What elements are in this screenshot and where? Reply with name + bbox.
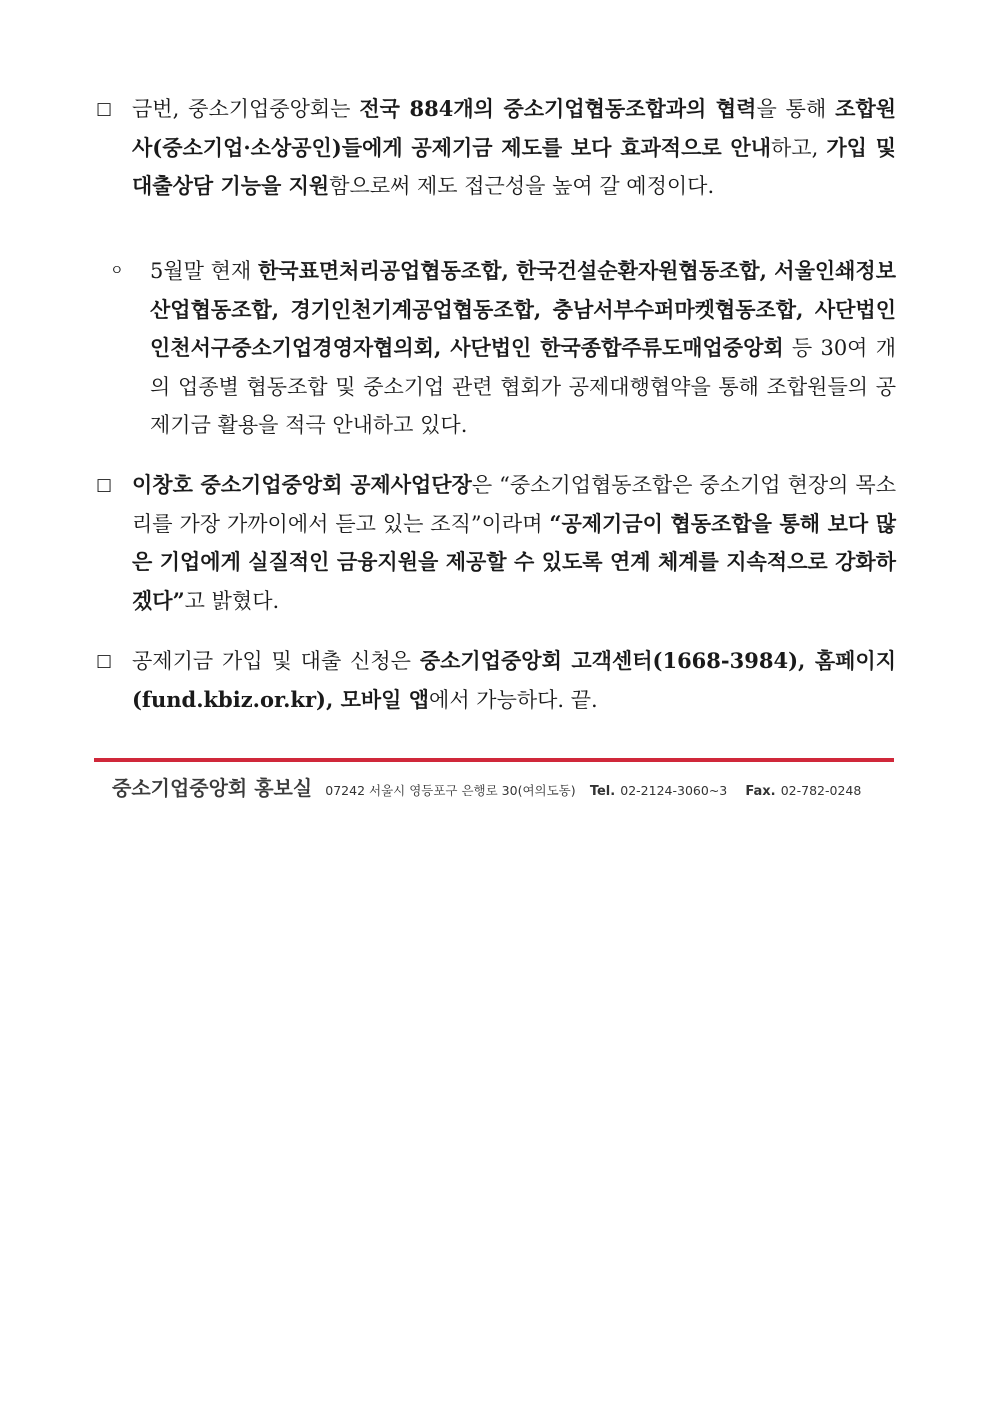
- paragraph-text: 금번, 중소기업중앙회는 전국 884개의 중소기업협동조합과의 협력을 통해 조합원사(중소기업·소상공인)들에게 공제기금 제도를 보다 효과적으로 안내하고, 가입 및 대출상담 기능을 지원함으로써 제도 접근성을 높여 갈 예정이다.: [132, 96, 897, 198]
- footer-tel-label: Tel.: [589, 784, 616, 799]
- footer-contact: [112, 772, 861, 801]
- footer-fax: 02-782-0248: [780, 783, 862, 798]
- square-bullet-icon: □: [96, 475, 113, 495]
- paragraph-text: 5월말 현재 한국표면처리공업협동조합, 한국건설순환자원협동조합, 서울인쇄정보산업협동조합, 경기인천기계공업협동조합, 충남서부수퍼마켓협동조합, 사단법인 인천서구중소기업경영자협의회, 사단법인 한국종합주류도매업중앙회 등 30여 개의 업종별 협동조합 및 중소기업 관련 협회가 공제대행협약을 통해 조합원들의 공제기금 활용을 적극 안내하고 있다.: [150, 258, 897, 437]
- paragraph-partner-associations: [96, 252, 896, 445]
- paragraph-text: 공제기금 가입 및 대출 신청은 중소기업중앙회 고객센터(1668-3984), 홈페이지(fund.kbiz.or.kr), 모바일 앱에서 가능하다. 끝.: [132, 648, 896, 712]
- square-bullet-icon: □: [96, 99, 113, 119]
- footer-tel: 02-2124-3060~3: [620, 783, 728, 798]
- footer-address: 07242 서울시 영등포구 은행로 30(여의도동): [325, 783, 576, 798]
- footer-org-name: 중소기업중앙회 홍보실: [112, 776, 313, 800]
- footer-divider: [94, 758, 894, 762]
- paragraph-application-info: [96, 642, 896, 719]
- paragraph-director-quote: [96, 466, 896, 620]
- paragraph-cooperation: [96, 90, 896, 206]
- paragraph-text: 이창호 중소기업중앙회 공제사업단장은 “중소기업협동조합은 중소기업 현장의 목소리를 가장 가까이에서 듣고 있는 조직”이라며 “공제기금이 협동조합을 통해 보다 많은 기업에게 실질적인 금융지원을 제공할 수 있도록 연계 체계를 지속적으로 강화하겠다”고 밝혔다.: [132, 472, 896, 613]
- footer-fax-label: Fax.: [745, 784, 776, 799]
- square-bullet-icon: □: [96, 651, 113, 671]
- circle-bullet-icon: ㅇ: [110, 263, 124, 279]
